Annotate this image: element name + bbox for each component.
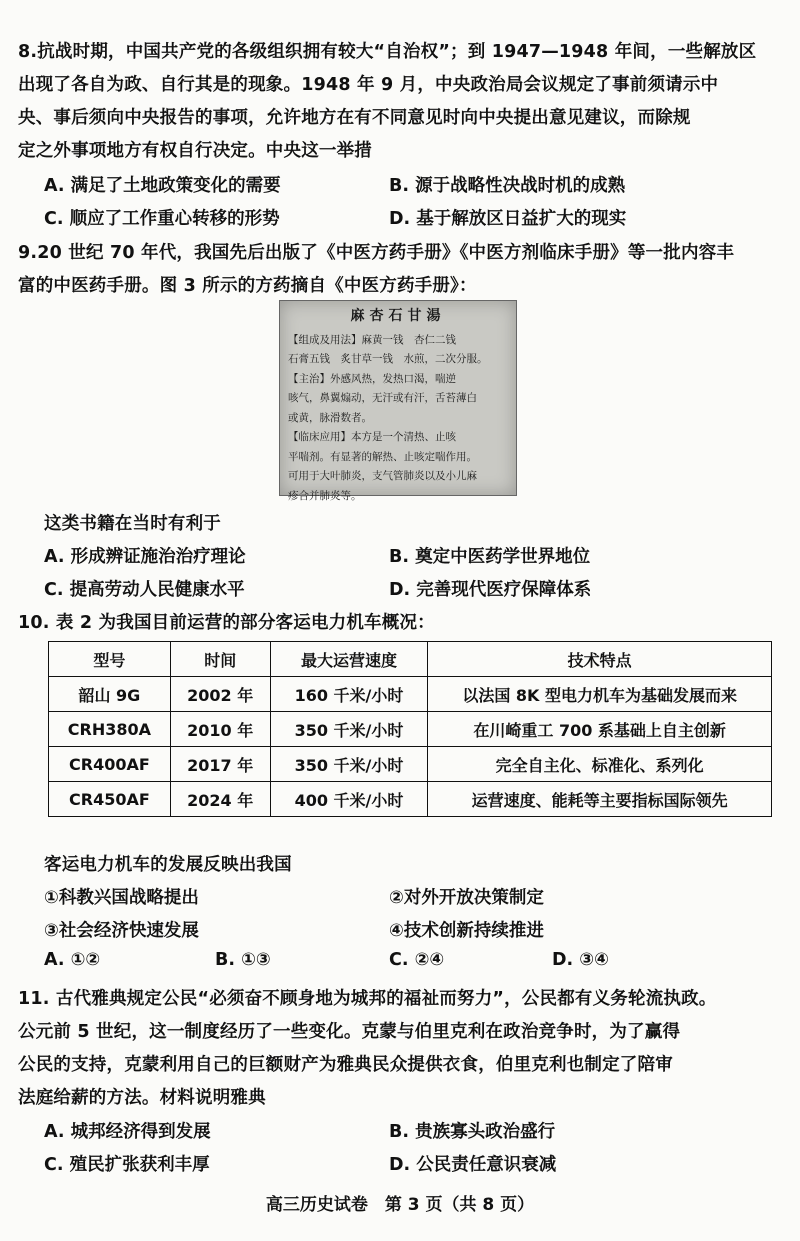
table-header-row (49, 642, 772, 677)
figure-line: 平喘剂。有显著的解热、止咳定喘作用。 (288, 450, 477, 463)
page-footer: 高三历史试卷 第 3 页（共 8 页） (265, 1195, 535, 1215)
table-cell: 完全自主化、标准化、系列化 (428, 747, 772, 782)
q9-option-b[interactable]: B. 奠定中医药学世界地位 (389, 547, 591, 567)
q9-option-c[interactable]: C. 提高劳动人民健康水平 (44, 580, 245, 600)
q10-option-a[interactable]: A. ①② (44, 950, 101, 970)
q10-line: 10. 表 2 为我国目前运营的部分客运电力机车概况： (18, 613, 435, 633)
figure-line: 可用于大叶肺炎，支气管肺炎以及小儿麻 (288, 470, 477, 482)
table-header: 技术特点 (428, 642, 772, 677)
q10-item: ②对外开放决策制定 (389, 888, 544, 908)
q10-item: ③社会经济快速发展 (44, 921, 199, 941)
q10-option-b[interactable]: B. ①③ (215, 950, 271, 970)
table-cell: 2010 年 (170, 712, 270, 747)
figure-line: 咳气，鼻翼煽动，无汗或有汗，舌苔薄白 (288, 392, 477, 404)
figure-line: 疹合并肺炎等。 (288, 489, 362, 502)
q11-option-d[interactable]: D. 公民责任意识衰减 (389, 1155, 557, 1175)
table-cell: 2002 年 (170, 677, 270, 712)
table-row (49, 677, 772, 712)
table-header: 型号 (49, 642, 171, 677)
q9-line: 9.20 世纪 70 年代，我国先后出版了《中医方药手册》《中医方剂临床手册》等一批内容丰 (18, 243, 735, 263)
table-cell: 160 千米/小时 (270, 677, 428, 712)
q8-line: 定之外事项地方有权自行决定。中央这一举措 (18, 141, 372, 161)
q10-stem: 客运电力机车的发展反映出我国 (44, 855, 292, 875)
table-cell: 韶山 9G (49, 677, 171, 712)
figure-line: 【临床应用】本方是一个清热、止咳 (288, 431, 456, 443)
figure-line: 【组成及用法】麻黄一钱 杏仁二钱 (288, 333, 456, 346)
q8-option-b[interactable]: B. 源于战略性决战时机的成熟 (389, 176, 626, 196)
table-cell: CRH380A (49, 712, 171, 747)
q8-option-a[interactable]: A. 满足了土地政策变化的需要 (44, 176, 281, 196)
q9-stem: 这类书籍在当时有利于 (44, 514, 221, 534)
table-row (49, 712, 772, 747)
q11-line: 公元前 5 世纪，这一制度经历了一些变化。克蒙与伯里克利在政治竞争时，为了赢得 (18, 1022, 681, 1042)
q10-item: ①科教兴国战略提出 (44, 888, 199, 908)
q8-option-c[interactable]: C. 顺应了工作重心转移的形势 (44, 209, 280, 229)
figure-line: 石膏五钱 炙甘草一钱 水煎，二次分服。 (288, 353, 488, 365)
q11-line: 公民的支持，克蒙利用自己的巨额财产为雅典民众提供衣食，伯里克利也制定了陪审 (18, 1055, 673, 1075)
q9-option-a[interactable]: A. 形成辨证施治治疗理论 (44, 547, 246, 567)
q10-option-c[interactable]: C. ②④ (389, 950, 445, 970)
table-cell: 2017 年 (170, 747, 270, 782)
table-cell: CR400AF (49, 747, 171, 782)
locomotive-table (48, 641, 772, 817)
table-row (49, 747, 772, 782)
q8-line: 央、事后须向中央报告的事项，允许地方在有不同意见时向中央提出意见建议，而除规 (18, 108, 691, 128)
q8-line: 出现了各自为政、自行其是的现象。1948 年 9 月，中央政治局会议规定了事前须请示中 (18, 75, 719, 95)
table-cell: 以法国 8K 型电力机车为基础发展而来 (428, 677, 772, 712)
table-header: 时间 (170, 642, 270, 677)
table-cell: 350 千米/小时 (270, 712, 428, 747)
table-cell: 400 千米/小时 (270, 782, 428, 817)
table-cell: 在川崎重工 700 系基础上自主创新 (428, 712, 772, 747)
q11-option-b[interactable]: B. 贵族寡头政治盛行 (389, 1122, 556, 1142)
q8-option-d[interactable]: D. 基于解放区日益扩大的现实 (389, 209, 627, 229)
figure-line: 或黄，脉滑数者。 (288, 411, 372, 424)
table-cell: 2024 年 (170, 782, 270, 817)
q9-line: 富的中医药手册。图 3 所示的方药摘自《中医方药手册》： (18, 276, 477, 296)
table-cell: CR450AF (49, 782, 171, 817)
table-cell: 运营速度、能耗等主要指标国际领先 (428, 782, 772, 817)
q11-option-c[interactable]: C. 殖民扩张获利丰厚 (44, 1155, 210, 1175)
figure-title: 麻杏石甘湯 (350, 308, 446, 324)
q8-line: 8.抗战时期，中国共产党的各级组织拥有较大“自治权”；到 1947—1948 年间，一些解放区 (18, 42, 757, 62)
q11-option-a[interactable]: A. 城邦经济得到发展 (44, 1122, 211, 1142)
q11-line: 11. 古代雅典规定公民“必须奋不顾身地为城邦的福祉而努力”，公民都有义务轮流执政。 (18, 989, 717, 1009)
table-row (49, 782, 772, 817)
q10-item: ④技术创新持续推进 (389, 921, 544, 941)
q10-option-d[interactable]: D. ③④ (552, 950, 609, 970)
table-header: 最大运营速度 (270, 642, 428, 677)
table-cell: 350 千米/小时 (270, 747, 428, 782)
q9-option-d[interactable]: D. 完善现代医疗保障体系 (389, 580, 592, 600)
q11-line: 法庭给薪的方法。材料说明雅典 (18, 1088, 266, 1108)
prescription-figure (279, 300, 517, 502)
figure-line: 【主治】外感风热，发热口渴，喘逆 (288, 372, 456, 385)
